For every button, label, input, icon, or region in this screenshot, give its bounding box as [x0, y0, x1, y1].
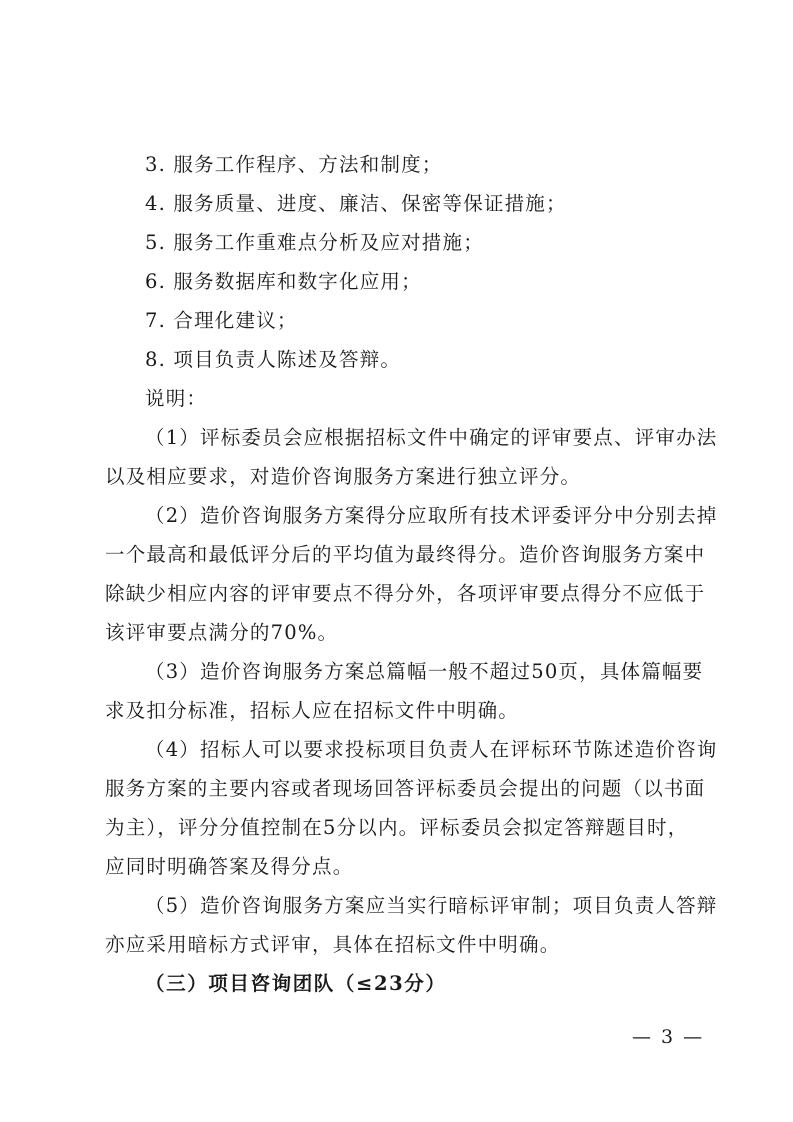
note-5-line-1: （5）造价咨询服务方案应当实行暗标评审制；项目负责人答辩 — [145, 894, 718, 917]
note-4-line-2: 服务方案的主要内容或者现场回答评标委员会提出的问题（以书面 — [105, 777, 706, 800]
note-2-line-3: 除缺少相应内容的评审要点不得分外，各项评审要点得分不应低于 — [105, 582, 706, 605]
note-heading: 说明： — [145, 387, 208, 410]
item-3: 3. 服务工作程序、方法和制度； — [145, 153, 443, 176]
page-number: — 3 — — [632, 1026, 705, 1048]
note-4-line-3: 为主），评分分值控制在5分以内。评标委员会拟定答辩题目时， — [105, 816, 689, 839]
note-2-line-4: 该评审要点满分的70%。 — [105, 621, 339, 644]
note-2-line-1: （2）造价咨询服务方案得分应取所有技术评委评分中分别去掉 — [145, 504, 718, 527]
note-5-line-2: 亦应采用暗标方式评审，具体在招标文件中明确。 — [105, 933, 561, 956]
note-4-line-1: （4）招标人可以要求投标项目负责人在评标环节陈述造价咨询 — [145, 738, 718, 761]
item-6: 6. 服务数据库和数字化应用； — [145, 270, 422, 293]
item-7: 7. 合理化建议； — [145, 309, 298, 332]
note-1-line-2: 以及相应要求，对造价咨询服务方案进行独立评分。 — [105, 465, 582, 488]
item-4: 4. 服务质量、进度、廉洁、保密等保证措施； — [145, 192, 567, 215]
note-4-line-4: 应同时明确答案及得分点。 — [105, 855, 354, 878]
section-heading: （三）项目咨询团队（≤23分） — [145, 972, 447, 995]
note-3-line-1: （3）造价咨询服务方案总篇幅一般不超过50页，具体篇幅要 — [145, 660, 704, 683]
item-8: 8. 项目负责人陈述及答辩。 — [145, 348, 402, 371]
note-2-line-2: 一个最高和最低评分后的平均值为最终得分。造价咨询服务方案中 — [105, 543, 706, 566]
note-1-line-1: （1）评标委员会应根据招标文件中确定的评审要点、评审办法 — [145, 426, 718, 449]
note-3-line-2: 求及扣分标准，招标人应在招标文件中明确。 — [105, 699, 520, 722]
item-5: 5. 服务工作重难点分析及应对措施； — [145, 231, 484, 254]
